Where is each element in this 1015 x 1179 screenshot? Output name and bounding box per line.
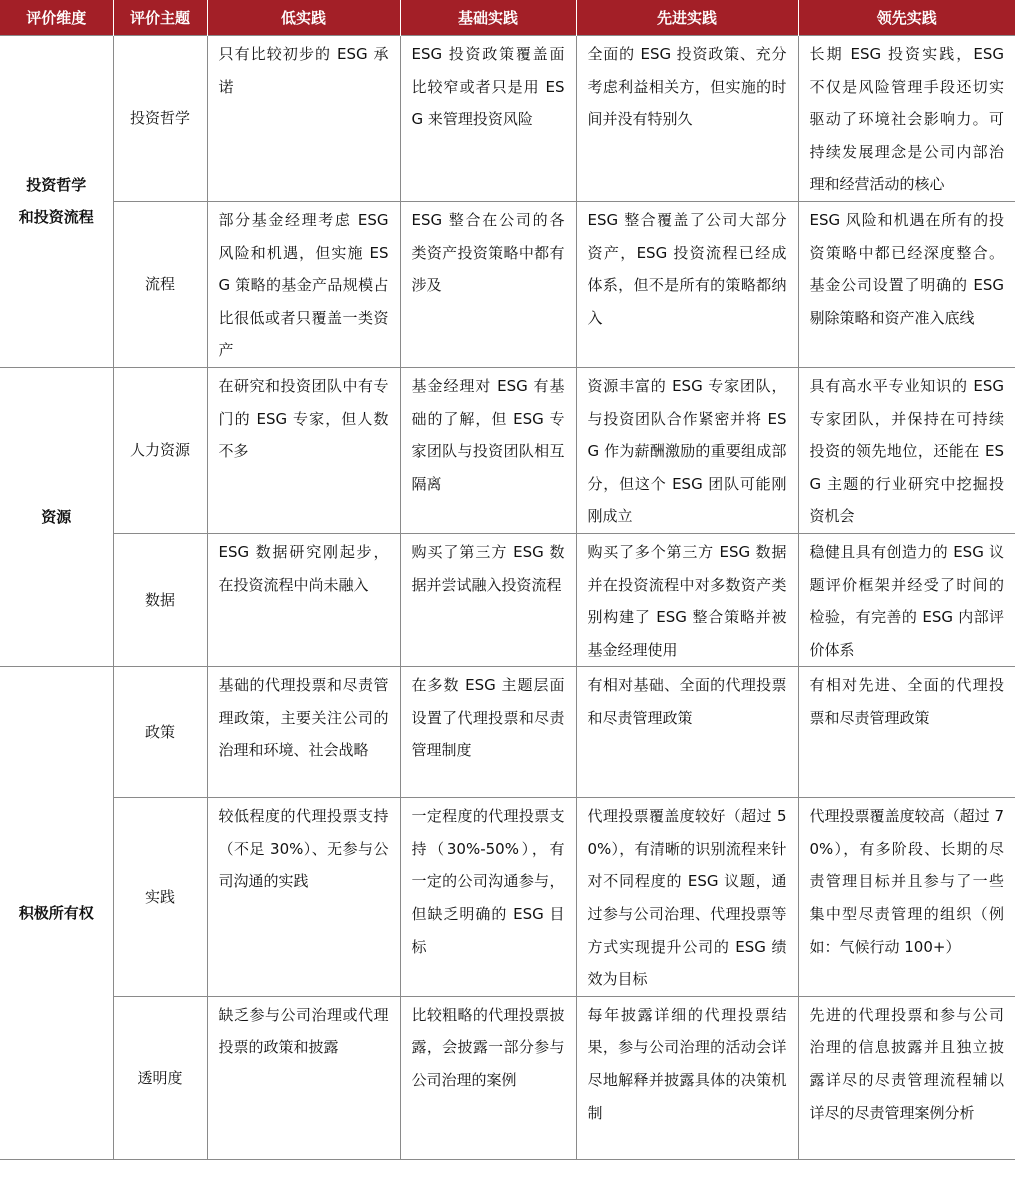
low-cell: 基础的代理投票和尽责管理政策，主要关注公司的治理和环境、社会战略 xyxy=(207,667,400,798)
advanced-cell: 每年披露详细的代理投票结果，参与公司治理的活动会详尽地解释并披露具体的决策机制 xyxy=(576,996,798,1159)
dimension-cell: 积极所有权 xyxy=(0,667,113,1160)
advanced-cell: 全面的 ESG 投资政策、充分考虑利益相关方，但实施的时间并没有特别久 xyxy=(576,36,798,202)
leading-cell: 有相对先进、全面的代理投票和尽责管理政策 xyxy=(798,667,1015,798)
advanced-cell: 资源丰富的 ESG 专家团队，与投资团队合作紧密并将 ESG 作为薪酬激励的重要组成部分，但这个 ESG 团队可能刚刚成立 xyxy=(576,367,798,533)
header-leading: 领先实践 xyxy=(798,0,1015,36)
dimension-cell xyxy=(0,36,113,368)
low-cell: 缺乏参与公司治理或代理投票的政策和披露 xyxy=(207,996,400,1159)
topic-cell: 透明度 xyxy=(113,996,207,1159)
basic-cell: 基金经理对 ESG 有基础的了解，但 ESG 专家团队与投资团队相互隔离 xyxy=(400,367,576,533)
table-row xyxy=(0,667,1015,798)
advanced-cell: 代理投票覆盖度较好（超过 50%），有清晰的识别流程来针对不同程度的 ESG 议题，通过参与公司治理、代理投票等方式实现提升公司的 ESG 绩效为目标 xyxy=(576,798,798,997)
leading-cell: 先进的代理投票和参与公司治理的信息披露并且独立披露详尽的尽责管理流程辅以详尽的尽责管理案例分析 xyxy=(798,996,1015,1159)
topic-cell: 政策 xyxy=(113,667,207,798)
table-row xyxy=(0,36,1015,202)
table-row xyxy=(0,996,1015,1159)
low-cell: 较低程度的代理投票支持（不足 30%）、无参与公司沟通的实践 xyxy=(207,798,400,997)
basic-cell: 一定程度的代理投票支持（30%-50%），有一定的公司沟通参与，但缺乏明确的 ESG 目标 xyxy=(400,798,576,997)
advanced-cell: 购买了多个第三方 ESG 数据并在投资流程中对多数资产类别构建了 ESG 整合策略并被基金经理使用 xyxy=(576,533,798,666)
header-low: 低实践 xyxy=(207,0,400,36)
leading-cell: 稳健且具有创造力的 ESG 议题评价框架并经受了时间的检验，有完善的 ESG 内部评价体系 xyxy=(798,533,1015,666)
leading-cell: 具有高水平专业知识的 ESG 专家团队，并保持在可持续投资的领先地位，还能在 ESG 主题的行业研究中挖掘投资机会 xyxy=(798,367,1015,533)
dimension-philosophy-line2: 和投资流程 xyxy=(18,208,94,227)
header-row xyxy=(0,0,1015,36)
dimension-cell: 资源 xyxy=(0,367,113,666)
header-advanced: 先进实践 xyxy=(576,0,798,36)
topic-cell: 流程 xyxy=(113,201,207,367)
table-row xyxy=(0,201,1015,367)
low-cell: 只有比较初步的 ESG 承诺 xyxy=(207,36,400,202)
advanced-cell: 有相对基础、全面的代理投票和尽责管理政策 xyxy=(576,667,798,798)
table-row xyxy=(0,533,1015,666)
dimension-philosophy-line1: 投资哲学 xyxy=(26,176,87,195)
header-topic: 评价主题 xyxy=(113,0,207,36)
low-cell: 在研究和投资团队中有专门的 ESG 专家，但人数不多 xyxy=(207,367,400,533)
header-dimension: 评价维度 xyxy=(0,0,113,36)
basic-cell: 购买了第三方 ESG 数据并尝试融入投资流程 xyxy=(400,533,576,666)
topic-cell: 实践 xyxy=(113,798,207,997)
topic-cell: 投资哲学 xyxy=(113,36,207,202)
topic-cell: 数据 xyxy=(113,533,207,666)
leading-cell: 代理投票覆盖度较高（超过 70%），有多阶段、长期的尽责管理目标并且参与了一些集中型尽责管理的组织（例如：气候行动 100+） xyxy=(798,798,1015,997)
advanced-cell: ESG 整合覆盖了公司大部分资产，ESG 投资流程已经成体系，但不是所有的策略都纳入 xyxy=(576,201,798,367)
table-row xyxy=(0,367,1015,533)
basic-cell: 在多数 ESG 主题层面设置了代理投票和尽责管理制度 xyxy=(400,667,576,798)
basic-cell: ESG 投资政策覆盖面比较窄或者只是用 ESG 来管理投资风险 xyxy=(400,36,576,202)
table-row xyxy=(0,798,1015,997)
basic-cell: 比较粗略的代理投票披露，会披露一部分参与公司治理的案例 xyxy=(400,996,576,1159)
low-cell: 部分基金经理考虑 ESG 风险和机遇，但实施 ESG 策略的基金产品规模占比很低或者只覆盖一类资产 xyxy=(207,201,400,367)
header-basic: 基础实践 xyxy=(400,0,576,36)
leading-cell: 长期 ESG 投资实践，ESG 不仅是风险管理手段还切实驱动了环境社会影响力。可持续发展理念是公司内部治理和经营活动的核心 xyxy=(798,36,1015,202)
low-cell: ESG 数据研究刚起步，在投资流程中尚未融入 xyxy=(207,533,400,666)
leading-cell: ESG 风险和机遇在所有的投资策略中都已经深度整合。基金公司设置了明确的 ESG 剔除策略和资产准入底线 xyxy=(798,201,1015,367)
basic-cell: ESG 整合在公司的各类资产投资策略中都有涉及 xyxy=(400,201,576,367)
topic-cell: 人力资源 xyxy=(113,367,207,533)
